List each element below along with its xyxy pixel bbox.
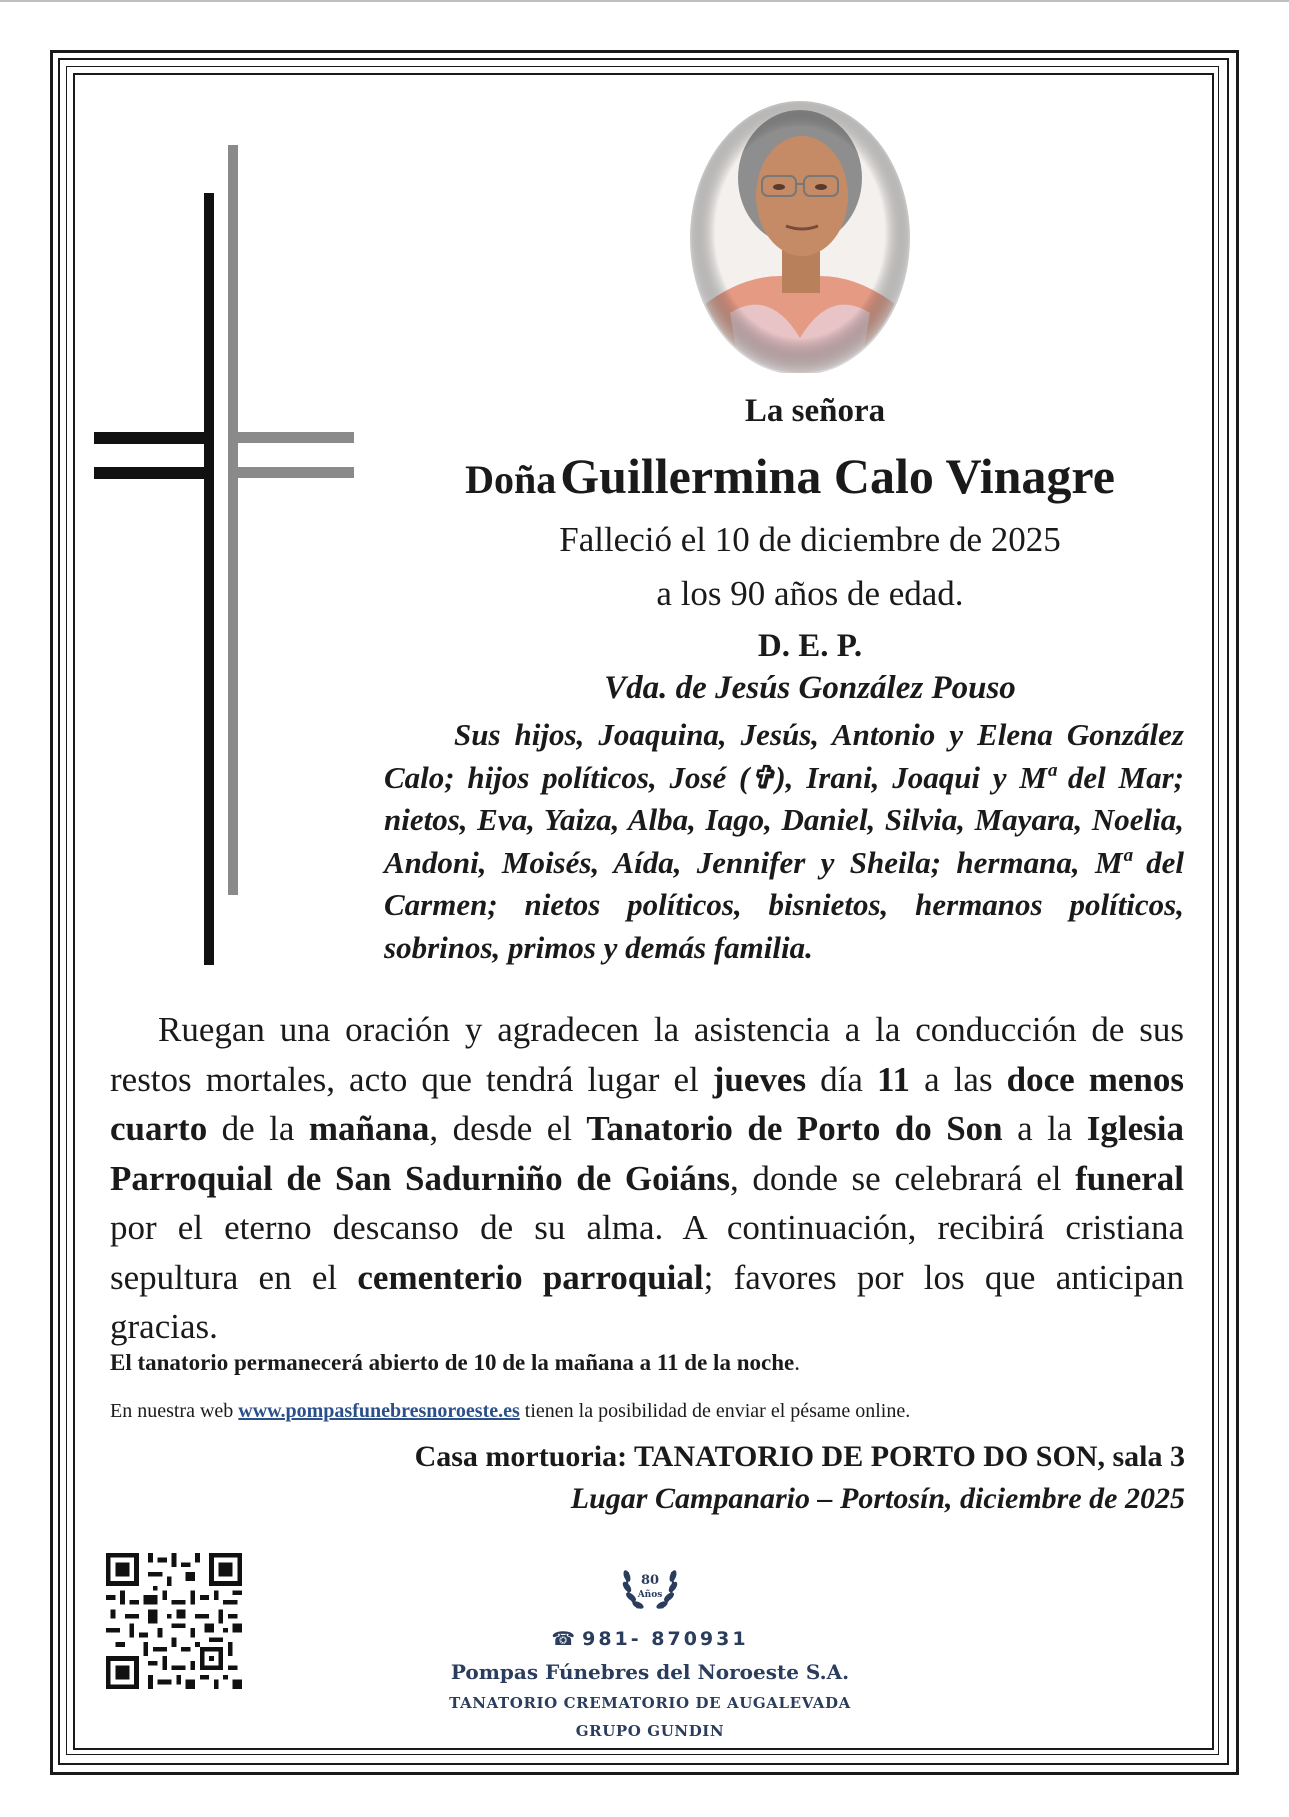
- body-bold-6: Iglesia Parroquial de San Sadurniño de Goiáns: [110, 1109, 1184, 1198]
- casa-mortuoria: [415, 1440, 1185, 1474]
- laurel-wreath-icon: [618, 1550, 682, 1620]
- deceased-name: Guillermina Calo Vinagre: [560, 448, 1115, 504]
- badge-number: 80: [640, 1573, 660, 1588]
- body-text-6: a la: [1002, 1109, 1087, 1148]
- body-bold-5: Tanatorio de Porto do Son: [586, 1109, 1003, 1148]
- qr-code[interactable]: [106, 1553, 242, 1689]
- casa-sala: , sala 3: [1097, 1440, 1185, 1473]
- death-date: Falleció el 10 de diciembre de 2025: [559, 520, 1061, 559]
- family-part-2: ), Irani, Joaqui y Mª del Mar; nietos, Eva, Yaiza, Alba, Iago, Daniel, Silvia, Mayara, Noelia, Andoni, Moisés, Aída, Jennifer y Sheila; hermana, Mª del Carmen; nietos políticos, bisnietos, hermanos políticos, sobrinos, primos y demás familia.: [384, 759, 1184, 965]
- phone-text: 981- 870931: [582, 1628, 749, 1650]
- anniversary-badge: [618, 1550, 682, 1620]
- body-text-8: por el eterno descanso de su alma. A continuación, recibirá cristiana sepultura en el: [110, 1208, 1184, 1297]
- body-text-2: día: [806, 1059, 877, 1099]
- body-bold-8: cementerio parroquial: [357, 1257, 704, 1297]
- funeral-home-footer: [410, 1550, 890, 1740]
- deceased-name-line: [380, 447, 1200, 505]
- body-bold-2: 11: [876, 1059, 911, 1099]
- family-list: [384, 714, 1184, 969]
- ceremony-text: [110, 1005, 1184, 1352]
- tanatorio-hours-end: .: [794, 1350, 800, 1375]
- family-part-1: Sus hijos, Joaquina, Jesús, Antonio y Elena González Calo; hijos políticos, José (: [384, 717, 1184, 795]
- web-note: [110, 1400, 1190, 1423]
- tanatorio-hours: [110, 1350, 1190, 1376]
- phone-icon: ☎: [551, 1628, 579, 1650]
- place-date: Lugar Campanario – Portosín, diciembre de 2025: [570, 1482, 1185, 1515]
- group-name: GRUPO GUNDIN: [575, 1722, 725, 1740]
- deceased-cross-icon: ✞: [749, 759, 776, 795]
- body-text-5: , desde el: [429, 1109, 587, 1148]
- body-bold-4: mañana: [308, 1109, 430, 1148]
- body-bold-1: jueves: [712, 1059, 807, 1099]
- web-suffix: tienen la posibilidad de enviar el pésame online.: [519, 1400, 911, 1422]
- dep: D. E. P.: [757, 628, 863, 664]
- body-text-3: a las: [910, 1059, 1007, 1099]
- cross-icon: [94, 145, 354, 965]
- company-name: Pompas Fúnebres del Noroeste S.A.: [450, 1660, 850, 1684]
- la-senora: La señora: [744, 393, 886, 429]
- body-text-1: Ruegan una oración y agradecen la asistencia a la conducción de sus restos mortales, acto que tendrá lugar el: [110, 1010, 1184, 1099]
- website-link[interactable]: www.pompasfunebresnoroeste.es: [238, 1400, 520, 1422]
- body-text-7: , donde se celebrará el: [729, 1158, 1076, 1198]
- body-text-9: ; favores por los que anticipan gracias.: [110, 1257, 1184, 1346]
- casa-place: TANATORIO DE PORTO DO SON: [634, 1440, 1098, 1473]
- tanatorio-hours-text: El tanatorio permanecerá abierto de 10 de la mañana a 11 de la noche: [110, 1350, 795, 1375]
- age: a los 90 años de edad.: [656, 574, 964, 613]
- portrait-image: [690, 98, 910, 373]
- phone-number[interactable]: [410, 1628, 890, 1650]
- body-text-4: de la: [207, 1109, 309, 1148]
- top-rule: [0, 0, 1289, 2]
- body-bold-7: funeral: [1075, 1158, 1184, 1198]
- casa-label: Casa mortuoria:: [414, 1440, 635, 1473]
- web-prefix: En nuestra web: [110, 1400, 239, 1422]
- body-bold-3: doce menos cuarto: [110, 1059, 1185, 1148]
- dona-title: Doña: [465, 457, 557, 502]
- crematorio-name: TANATORIO CREMATORIO DE AUGALEVADA: [449, 1694, 851, 1712]
- widow-of: Vda. de Jesús González Pouso: [604, 670, 1016, 706]
- badge-label: Años: [637, 1590, 663, 1600]
